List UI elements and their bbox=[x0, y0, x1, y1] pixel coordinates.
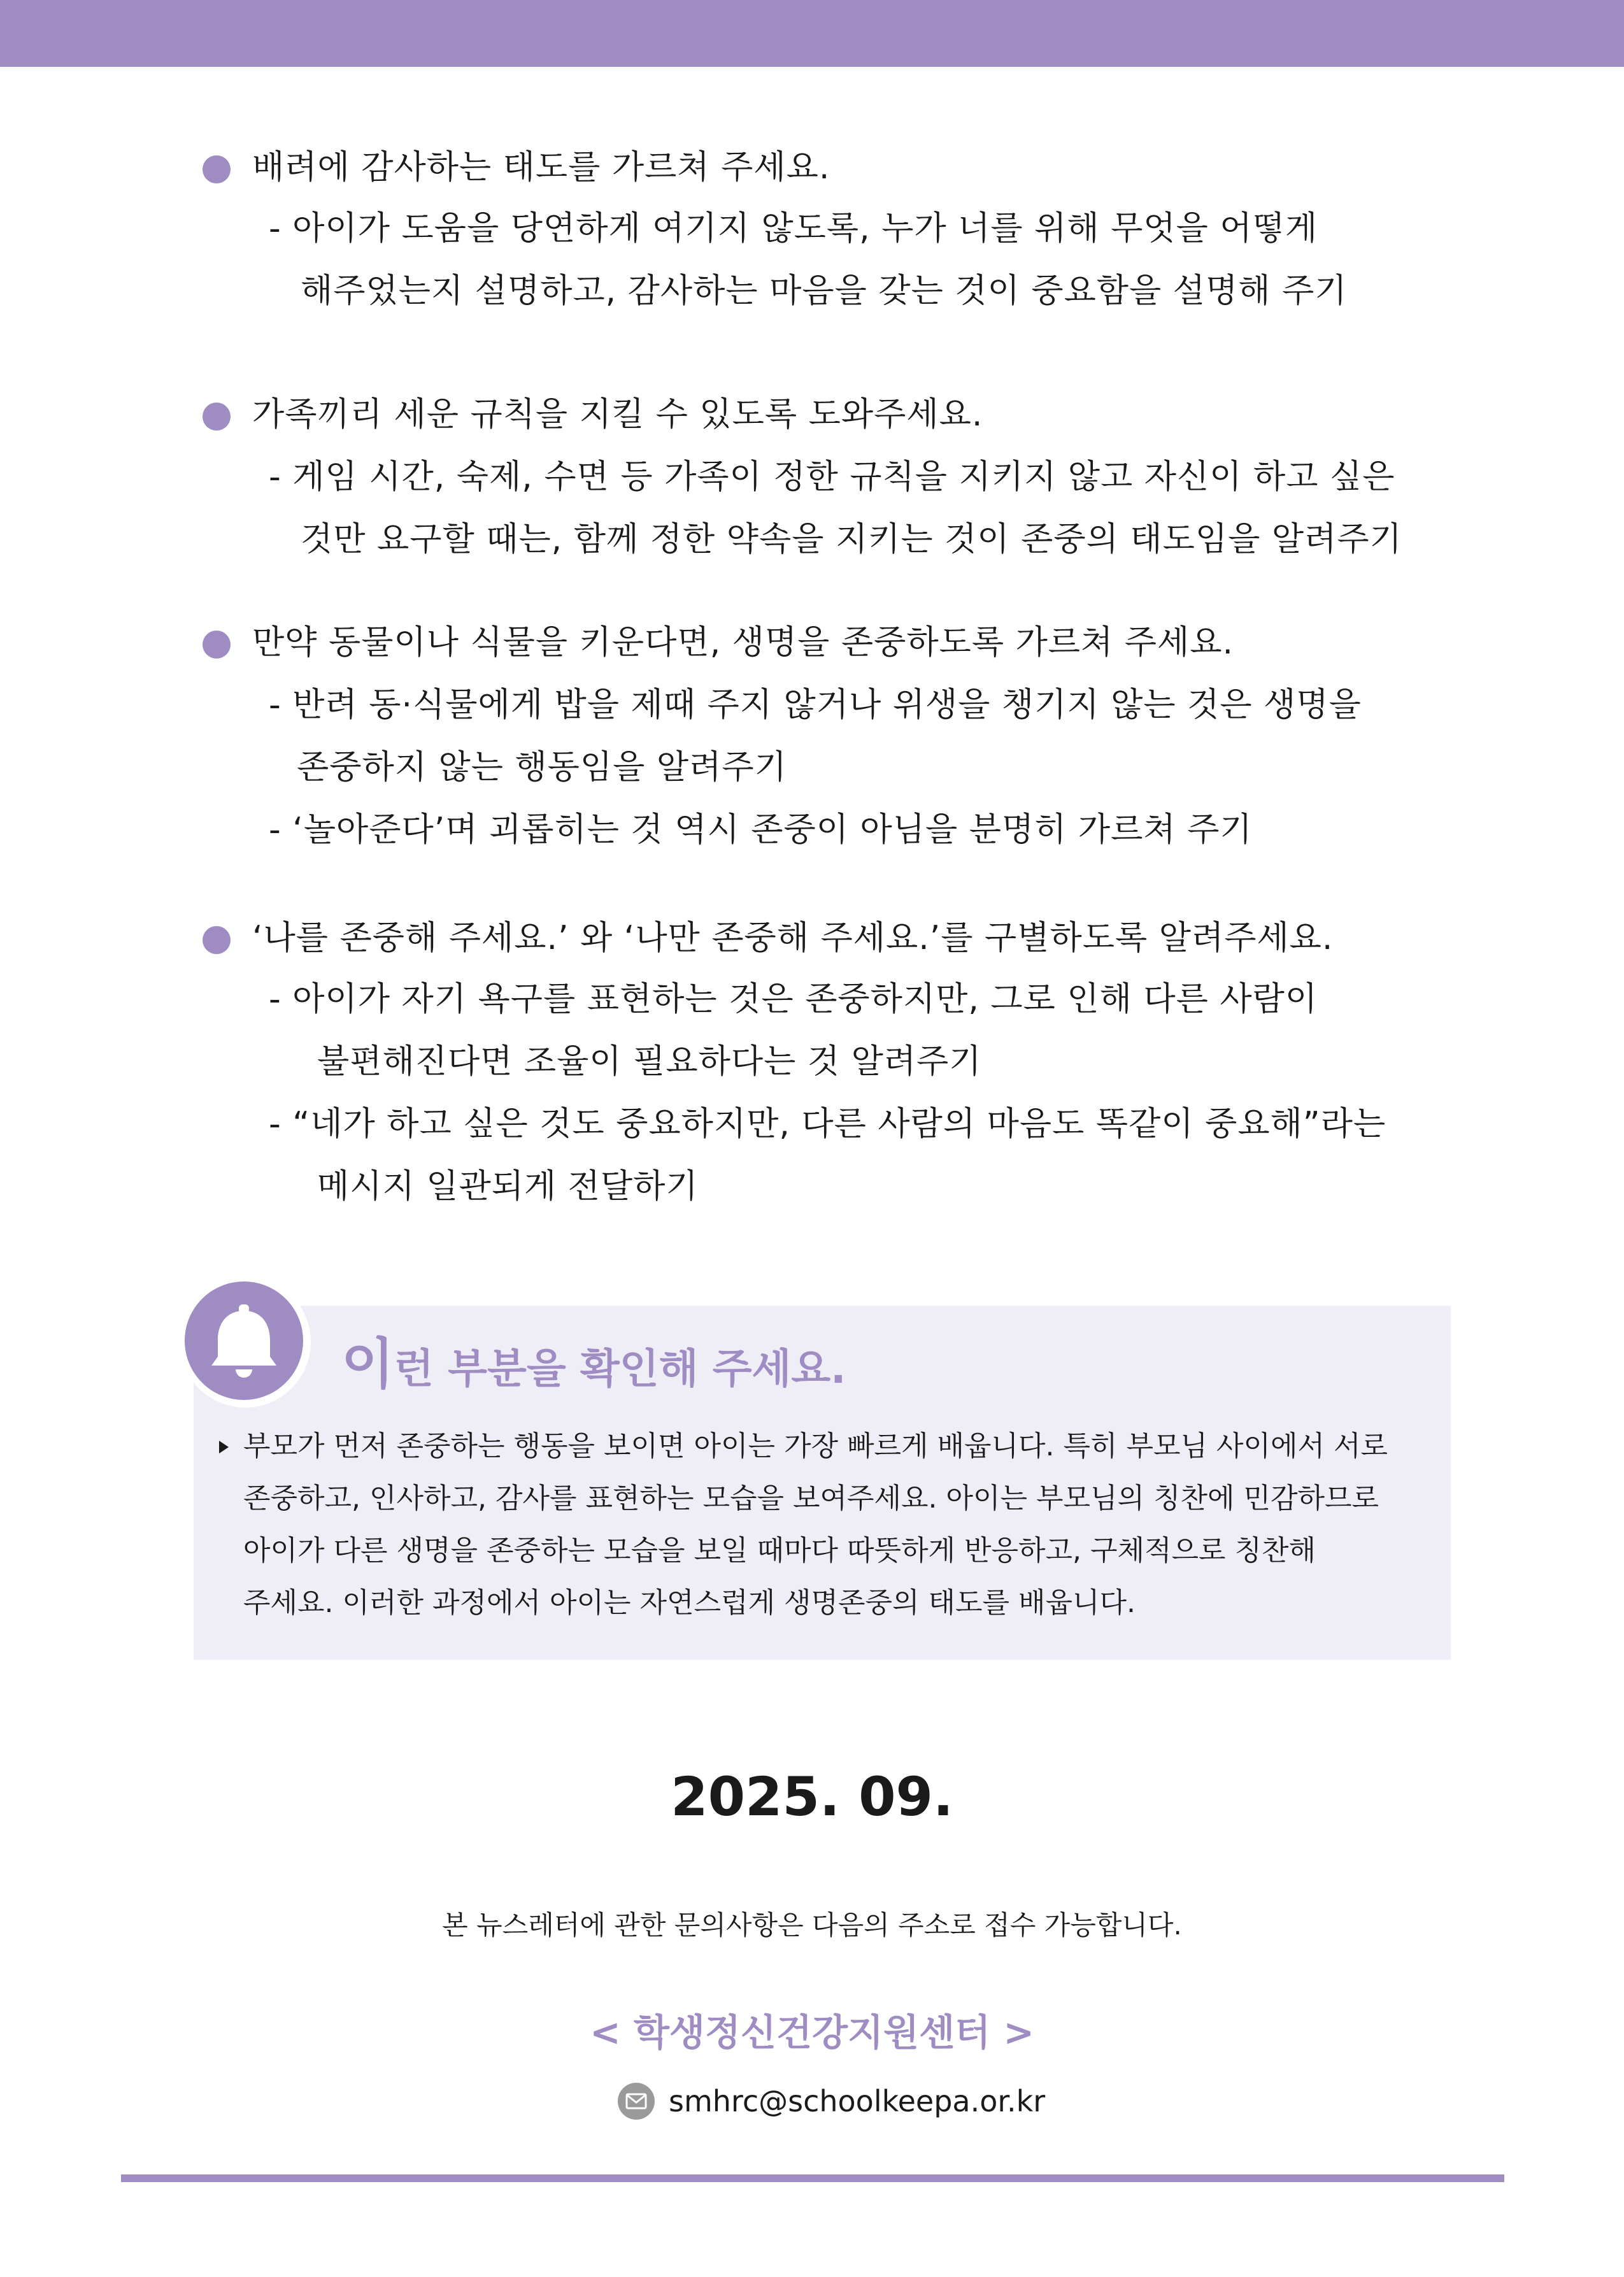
check-title bbox=[341, 1320, 846, 1399]
issue-date: 2025. 09. bbox=[671, 1766, 953, 1828]
email-link[interactable]: smhrc@schoolkeepa.or.kr bbox=[669, 2084, 1046, 2118]
top-band bbox=[0, 0, 1624, 67]
item-detail: - 반려 동·식물에게 밥을 제때 주지 않거나 위생을 챙기지 않는 것은 생명을 bbox=[269, 686, 1362, 724]
item-headline: 가족끼리 세운 규칙을 지킬 수 있도록 도와주세요. bbox=[252, 396, 983, 434]
check-text-line: 존중하고, 인사하고, 감사를 표현하는 모습을 보여주세요. 아이는 부모님의 칭찬에 민감하므로 bbox=[243, 1482, 1379, 1515]
item-detail-continued: 존중하지 않는 행동임을 알려주기 bbox=[297, 748, 787, 787]
bullet-dot bbox=[203, 403, 231, 431]
bell-icon bbox=[185, 1281, 303, 1400]
item-headline: ‘나를 존중해 주세요.’ 와 ‘나만 존중해 주세요.’를 구별하도록 알려주세요. bbox=[252, 919, 1334, 957]
check-title-rest: 런 부분을 확인해 주세요. bbox=[394, 1346, 846, 1393]
bullet-dot bbox=[203, 631, 231, 659]
bullet-dot bbox=[203, 155, 231, 183]
bullet-dot bbox=[203, 926, 231, 954]
bottom-rule bbox=[121, 2174, 1504, 2182]
item-detail-continued: 불편해진다면 조율이 필요하다는 것 알려주기 bbox=[317, 1043, 982, 1081]
item-detail: - 게임 시간, 숙제, 수면 등 가족이 정한 규칙을 지키지 않고 자신이 하고 싶은 bbox=[269, 458, 1395, 496]
check-text-line: 부모가 먼저 존중하는 행동을 보이면 아이는 가장 빠르게 배웁니다. 특히 부모님 사이에서 서로 bbox=[243, 1430, 1388, 1462]
mail-icon bbox=[618, 2083, 655, 2120]
item-detail: - 아이가 도움을 당연하게 여기지 않도록, 누가 너를 위해 무엇을 어떻게 bbox=[269, 210, 1318, 248]
item-detail: - 아이가 자기 욕구를 표현하는 것은 존중하지만, 그로 인해 다른 사람이 bbox=[269, 980, 1318, 1018]
item-detail: - “네가 하고 싶은 것도 중요하지만, 다른 사람의 마음도 똑같이 중요해”라는 bbox=[269, 1105, 1386, 1143]
center-name: < 학생정신건강지원센터 > bbox=[590, 2011, 1034, 2054]
check-title-first: 이 bbox=[341, 1332, 395, 1396]
item-detail: - ‘놀아준다’며 괴롭히는 것 역시 존중이 아님을 분명히 가르쳐 주기 bbox=[269, 811, 1253, 849]
item-detail-continued: 것만 요구할 때는, 함께 정한 약속을 지키는 것이 존중의 태도임을 알려주기 bbox=[301, 520, 1402, 559]
inquiry-text: 본 뉴스레터에 관한 문의사항은 다음의 주소로 접수 가능합니다. bbox=[442, 1909, 1182, 1941]
bell-badge bbox=[185, 1281, 303, 1400]
item-headline: 배려에 감사하는 태도를 가르쳐 주세요. bbox=[252, 148, 830, 187]
item-detail-continued: 메시지 일관되게 전달하기 bbox=[317, 1167, 699, 1206]
check-text-line: 아이가 다른 생명을 존중하는 모습을 보일 때마다 따뜻하게 반응하고, 구체적으로 칭찬해 bbox=[243, 1534, 1316, 1567]
triangle-bullet-icon bbox=[219, 1441, 229, 1453]
item-headline: 만약 동물이나 식물을 키운다면, 생명을 존중하도록 가르쳐 주세요. bbox=[252, 624, 1234, 662]
item-detail-continued: 해주었는지 설명하고, 감사하는 마음을 갖는 것이 중요함을 설명해 주기 bbox=[301, 272, 1348, 310]
check-text-line: 주세요. 이러한 과정에서 아이는 자연스럽게 생명존중의 태도를 배웁니다. bbox=[243, 1587, 1136, 1619]
